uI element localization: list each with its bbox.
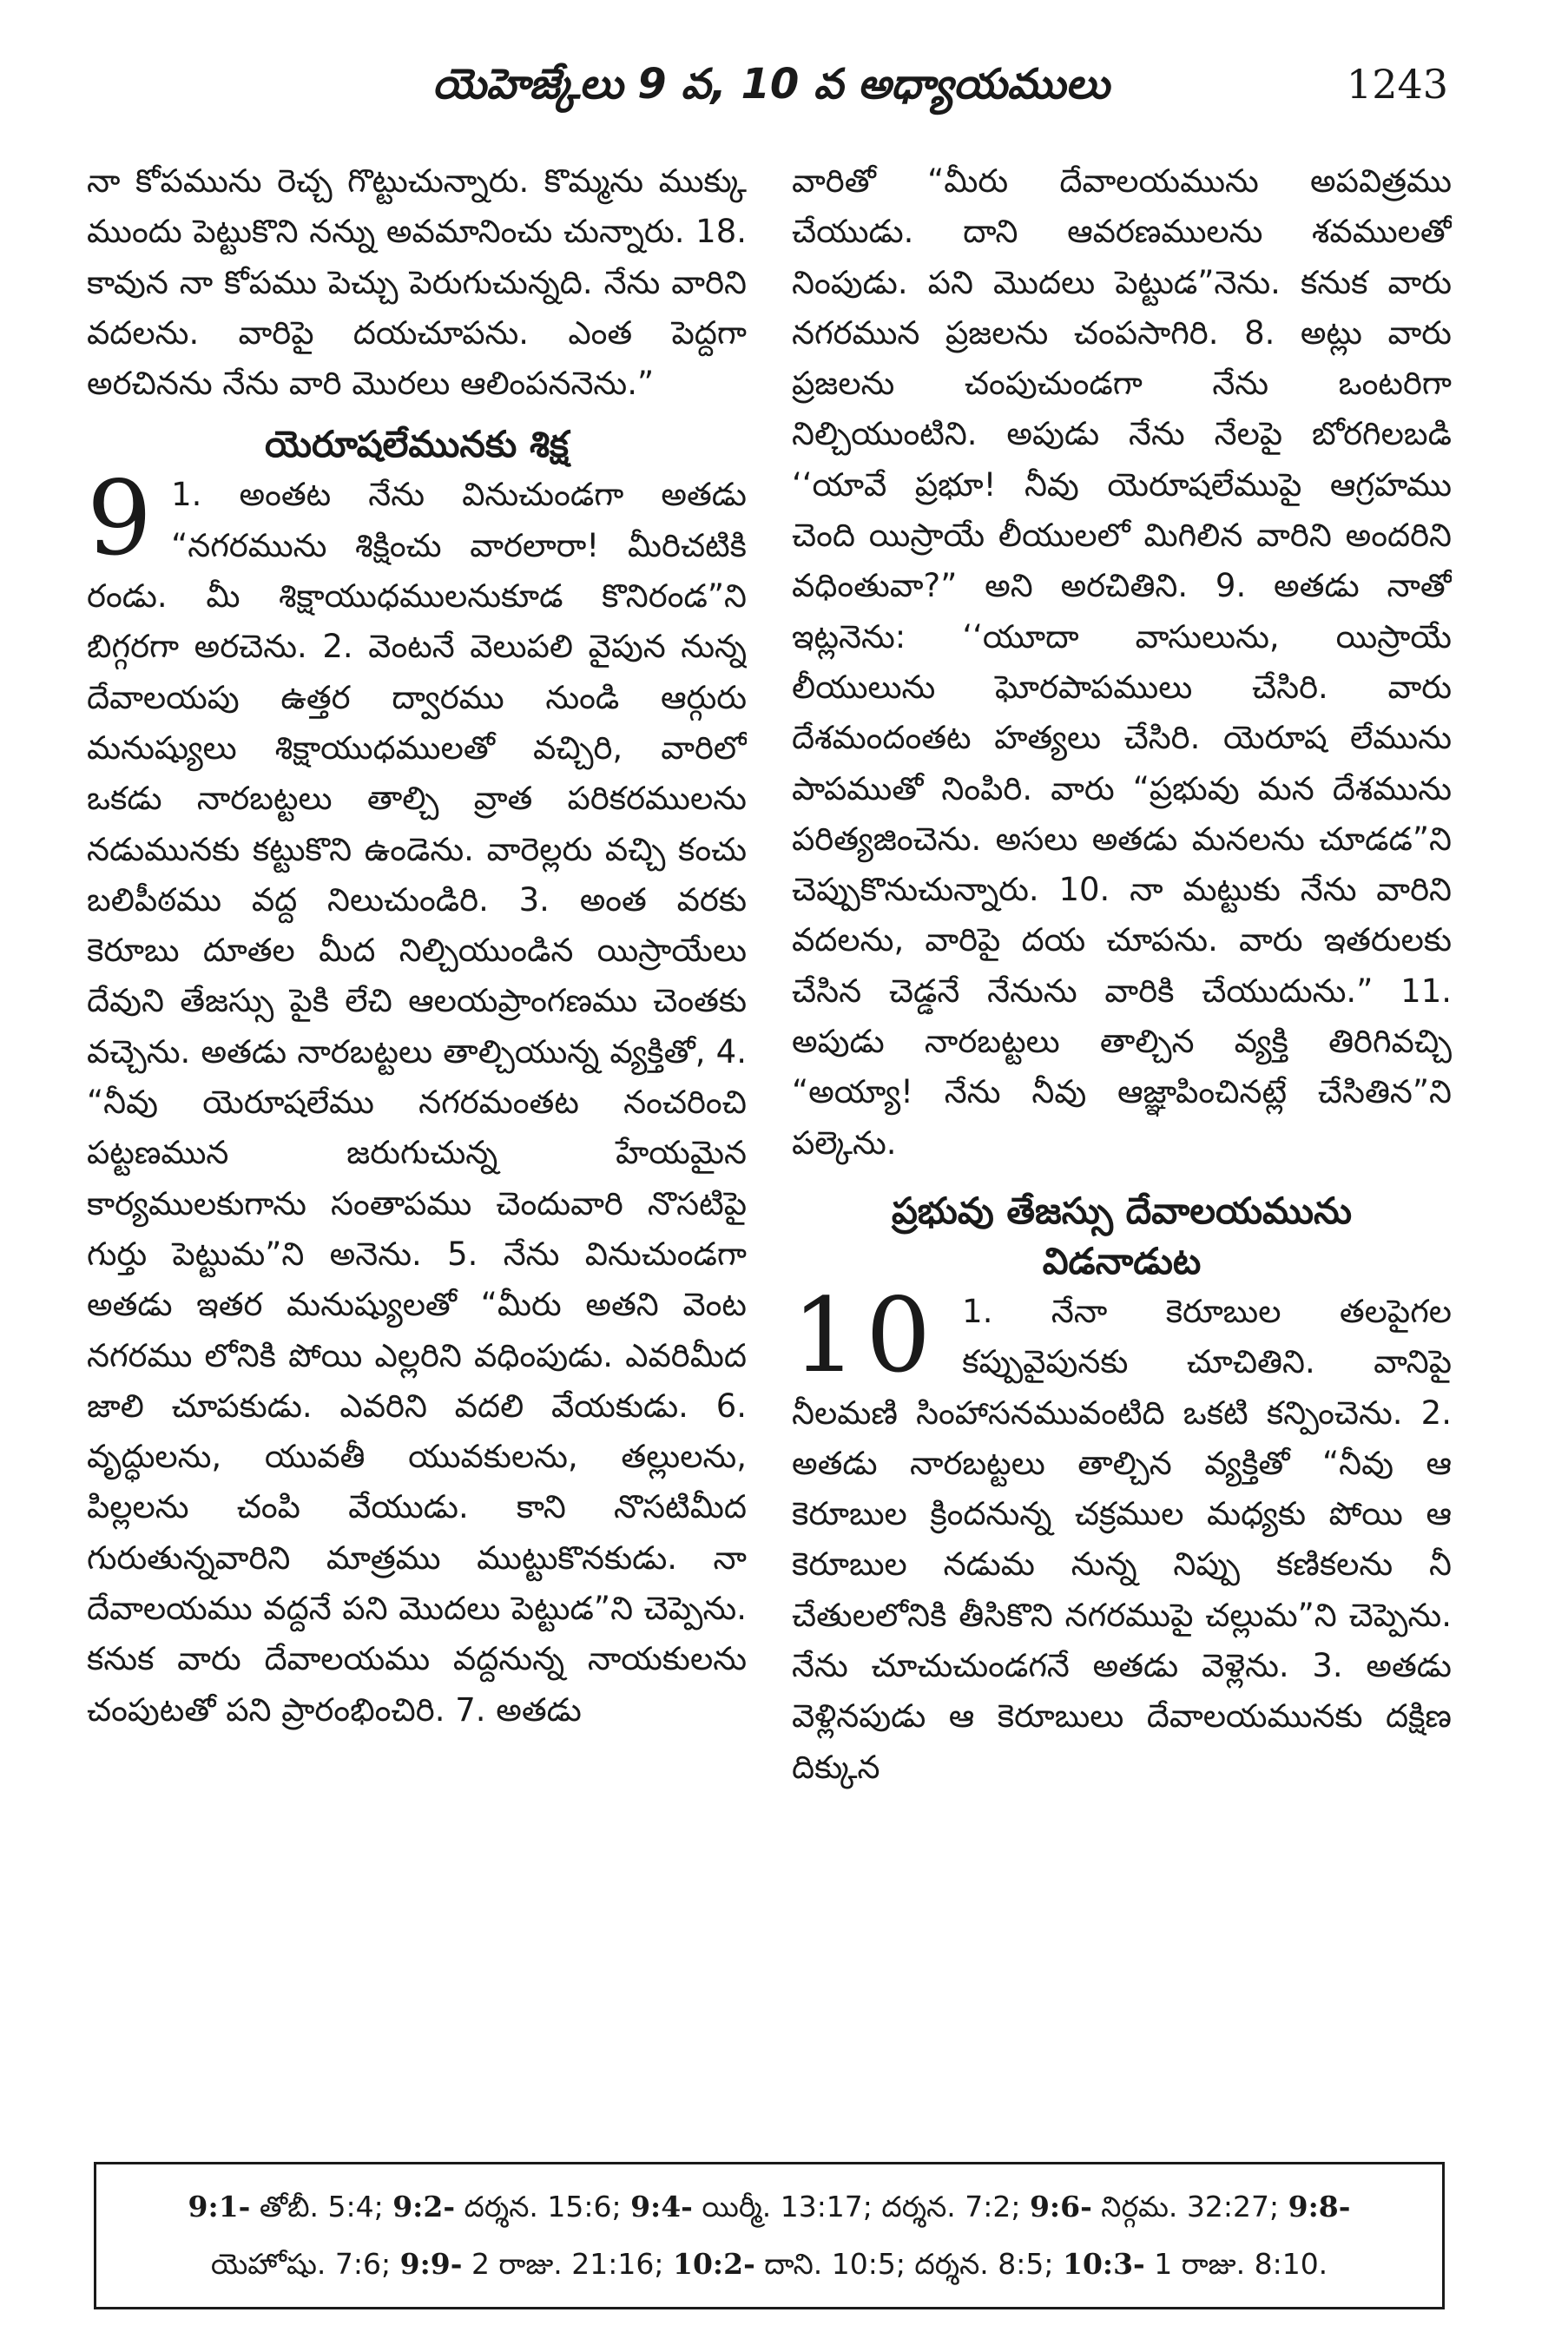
section-heading-chapter-9: యెరూషలేమునకు శిక్ష: [265, 423, 569, 466]
ref-key: 9:9-: [399, 2247, 463, 2281]
ref-value: తోబీ. 5:4;: [259, 2190, 384, 2224]
ref-key: 10:2-: [673, 2247, 755, 2281]
right-column: [792, 156, 1452, 2088]
ref-value: 1 రాజు. 8:10.: [1154, 2247, 1328, 2281]
chapter-9-number: 9: [87, 458, 153, 579]
continued-paragraph: నా కోపమును రెచ్చ గొట్టుచున్నారు. కొమ్మను ముక్కు ముందు పెట్టుకొని నన్ను అవమానించు చున్నారు. 18. కావున నా కోపము పెచ్చు పెరుగుచున్నది. నేను వారిని వదలను. వారిపై దయచూపను. ఎంత పెద్దగా అరచినను నేను వారి మొరలు ఆలింపననెను.”: [87, 162, 747, 403]
chapter-10-paragraph: [792, 1275, 1452, 1793]
ref-key: 9:1-: [188, 2190, 251, 2224]
ref-value: దర్శన. 15:6;: [464, 2190, 622, 2224]
heading-line-2: విడనాడుట: [1042, 1239, 1202, 1282]
running-title: యెహెజ్కేలు 9 వ, 10 వ అధ్యాయములు: [432, 60, 1110, 109]
chapter-9-paragraph: [87, 458, 747, 1735]
heading-line-1: ప్రభువు తేజస్సు దేవాలయమును: [891, 1189, 1353, 1232]
section-heading-chapter-10: [792, 1186, 1452, 1287]
page-number: 1243: [1346, 61, 1448, 108]
ref-key: 9:6-: [1029, 2190, 1092, 2224]
continued-paragraph-right: వారితో “మీరు దేవాలయమును అపవిత్రము చేయుడు. దాని ఆవరణములను శవములతో నింపుడు. పని మొదలు పెట్టుడ”నెను. కనుక వారు నగరమున ప్రజలను చంపసాగిరి. 8. అట్లు వారు ప్రజలను చంపుచుండగా నేను ఒంటరిగా నిల్చియుంటిని. అపుడు నేను నేలపై బోరగిలబడి ‘‘యావే ప్రభూ! నీవు యెరూషలేముపై ఆగ్రహము చెంది యిస్రాయే లీయులలో మిగిలిన వారిని అందరిని వధింతువా?” అని అరచితిని. 9. అతడు నాతో ఇట్లనెను: ‘‘యూదా వాసులును, యిస్రాయే లీయులును ఘోరపాపములు చేసిరి. వారు దేశమందంతట హత్యలు చేసిరి. యెరూష లేమును పాపముతో నింపిరి. వారు “ప్రభువు మన దేశమును పరిత్యజించెను. అసలు అతడు మనలను చూడడ”ని చెప్పుకొనుచున్నారు. 10. నా మట్టుకు నేను వారిని వదలను, వారిపై దయ చూపను. వారు ఇతరులకు చేసిన చెడ్డనే నేనును వారికి చేయుదును.” 11. అపుడు నారబట్టలు తాల్చిన వ్యక్తి తిరిగివచ్చి “అయ్యా! నేను నీవు ఆజ్ఞాపించినట్లే చేసితిన”ని పల్కెను.: [792, 162, 1452, 1162]
chapter-10-text: 1. నేనా కెరూబుల తలపైగల కప్పువైపునకు చూచితిని. వానిపై నీలమణి సింహాసనమువంటిది ఒకటి కన్పించెను. 2. అతడు నారబట్టలు తాల్చిన వ్యక్తితో “నీవు ఆ కెరూబుల క్రిందనున్న చక్రముల మధ్యకు పోయి ఆ కెరూబుల నడుమ నున్న నిప్పు కణికలను నీ చేతులలోనికి తీసికొని నగరముపై చల్లుమ”ని చెప్పెను. నేను చూచుచుండగనే అతడు వెళ్లెను. 3. అతడు వెళ్లినపుడు ఆ కెరూబులు దేవాలయమునకు దక్షిణ దిక్కున: [792, 1292, 1452, 1786]
ref-key: 9:4-: [630, 2190, 693, 2224]
ref-value: 2 రాజు. 21:16;: [471, 2247, 664, 2281]
ref-key: 10:3-: [1062, 2247, 1145, 2281]
ref-key: 9:2-: [392, 2190, 456, 2224]
ref-key: 9:8-: [1288, 2190, 1351, 2224]
ref-value: దాని. 10:5; దర్శన. 8:5;: [764, 2247, 1054, 2281]
chapter-9-text: 1. అంతట నేను వినుచుండగా అతడు “నగరమును శిక్షించు వారలారా! మీరిచటికి రండు. మీ శిక్షాయుధములనుకూడ కొనిరండ”ని బిగ్గరగా అరచెను. 2. వెంటనే వెలుపలి వైపున నున్న దేవాలయపు ఉత్తర ద్వారము నుండి ఆర్గురు మనుష్యులు శిక్షాయుధములతో వచ్చిరి, వారిలో ఒకడు నారబట్టలు తాల్చి వ్రాత పరికరములను నడుమునకు కట్టుకొని ఉండెను. వారెల్లరు వచ్చి కంచు బలిపీఠము వద్ద నిలుచుండిరి. 3. అంత వరకు కెరూబు దూతల మీద నిల్చియుండిన యిస్రాయేలు దేవుని తేజస్సు పైకి లేచి ఆలయప్రాంగణము చెంతకు వచ్చెను. అతడు నారబట్టలు తాల్చియున్న వ్యక్తితో, 4. “నీవు యెరూషలేము నగరమంతట నంచరించి పట్టణమున జరుగుచున్న హేయమైన కార్యములకుగాను సంతాపము చెందువారి నొసటిపై గుర్తు పెట్టుమ”ని అనెను. 5. నేను వినుచుండగా అతడు ఇతర మనుష్యులతో “మీరు అతని వెంట నగరము లోనికి పోయి ఎల్లరిని వధింపుడు. ఎవరిమీద జాలి చూపకుడు. ఎవరిని వదలి వేయకుడు. 6. వృద్ధులను, యువతీ యువకులను, తల్లులను, పిల్లలను చంపి వేయుడు. కాని నొసటిమీద గురుతున్నవారిని మాత్రము ముట్టుకొనకుడు. నా దేవాలయము వద్దనే పని మొదలు పెట్టుడ”ని చెప్పెను. కనుక వారు దేవాలయము వద్దనున్న నాయకులను చంపుటతో పని ప్రారంభించిరి. 7. అతడు: [87, 476, 747, 1729]
ref-value: యెహోషు. 7:6;: [210, 2247, 392, 2281]
ref-value: యిర్మీ. 13:17; దర్శన. 7:2;: [702, 2190, 1021, 2224]
cross-reference-box: [94, 2162, 1445, 2309]
chapter-10-number: 10: [792, 1275, 940, 1395]
ref-value: నిర్గమ. 32:27;: [1101, 2190, 1280, 2224]
left-column: [87, 156, 747, 2088]
page-header: [94, 45, 1448, 123]
